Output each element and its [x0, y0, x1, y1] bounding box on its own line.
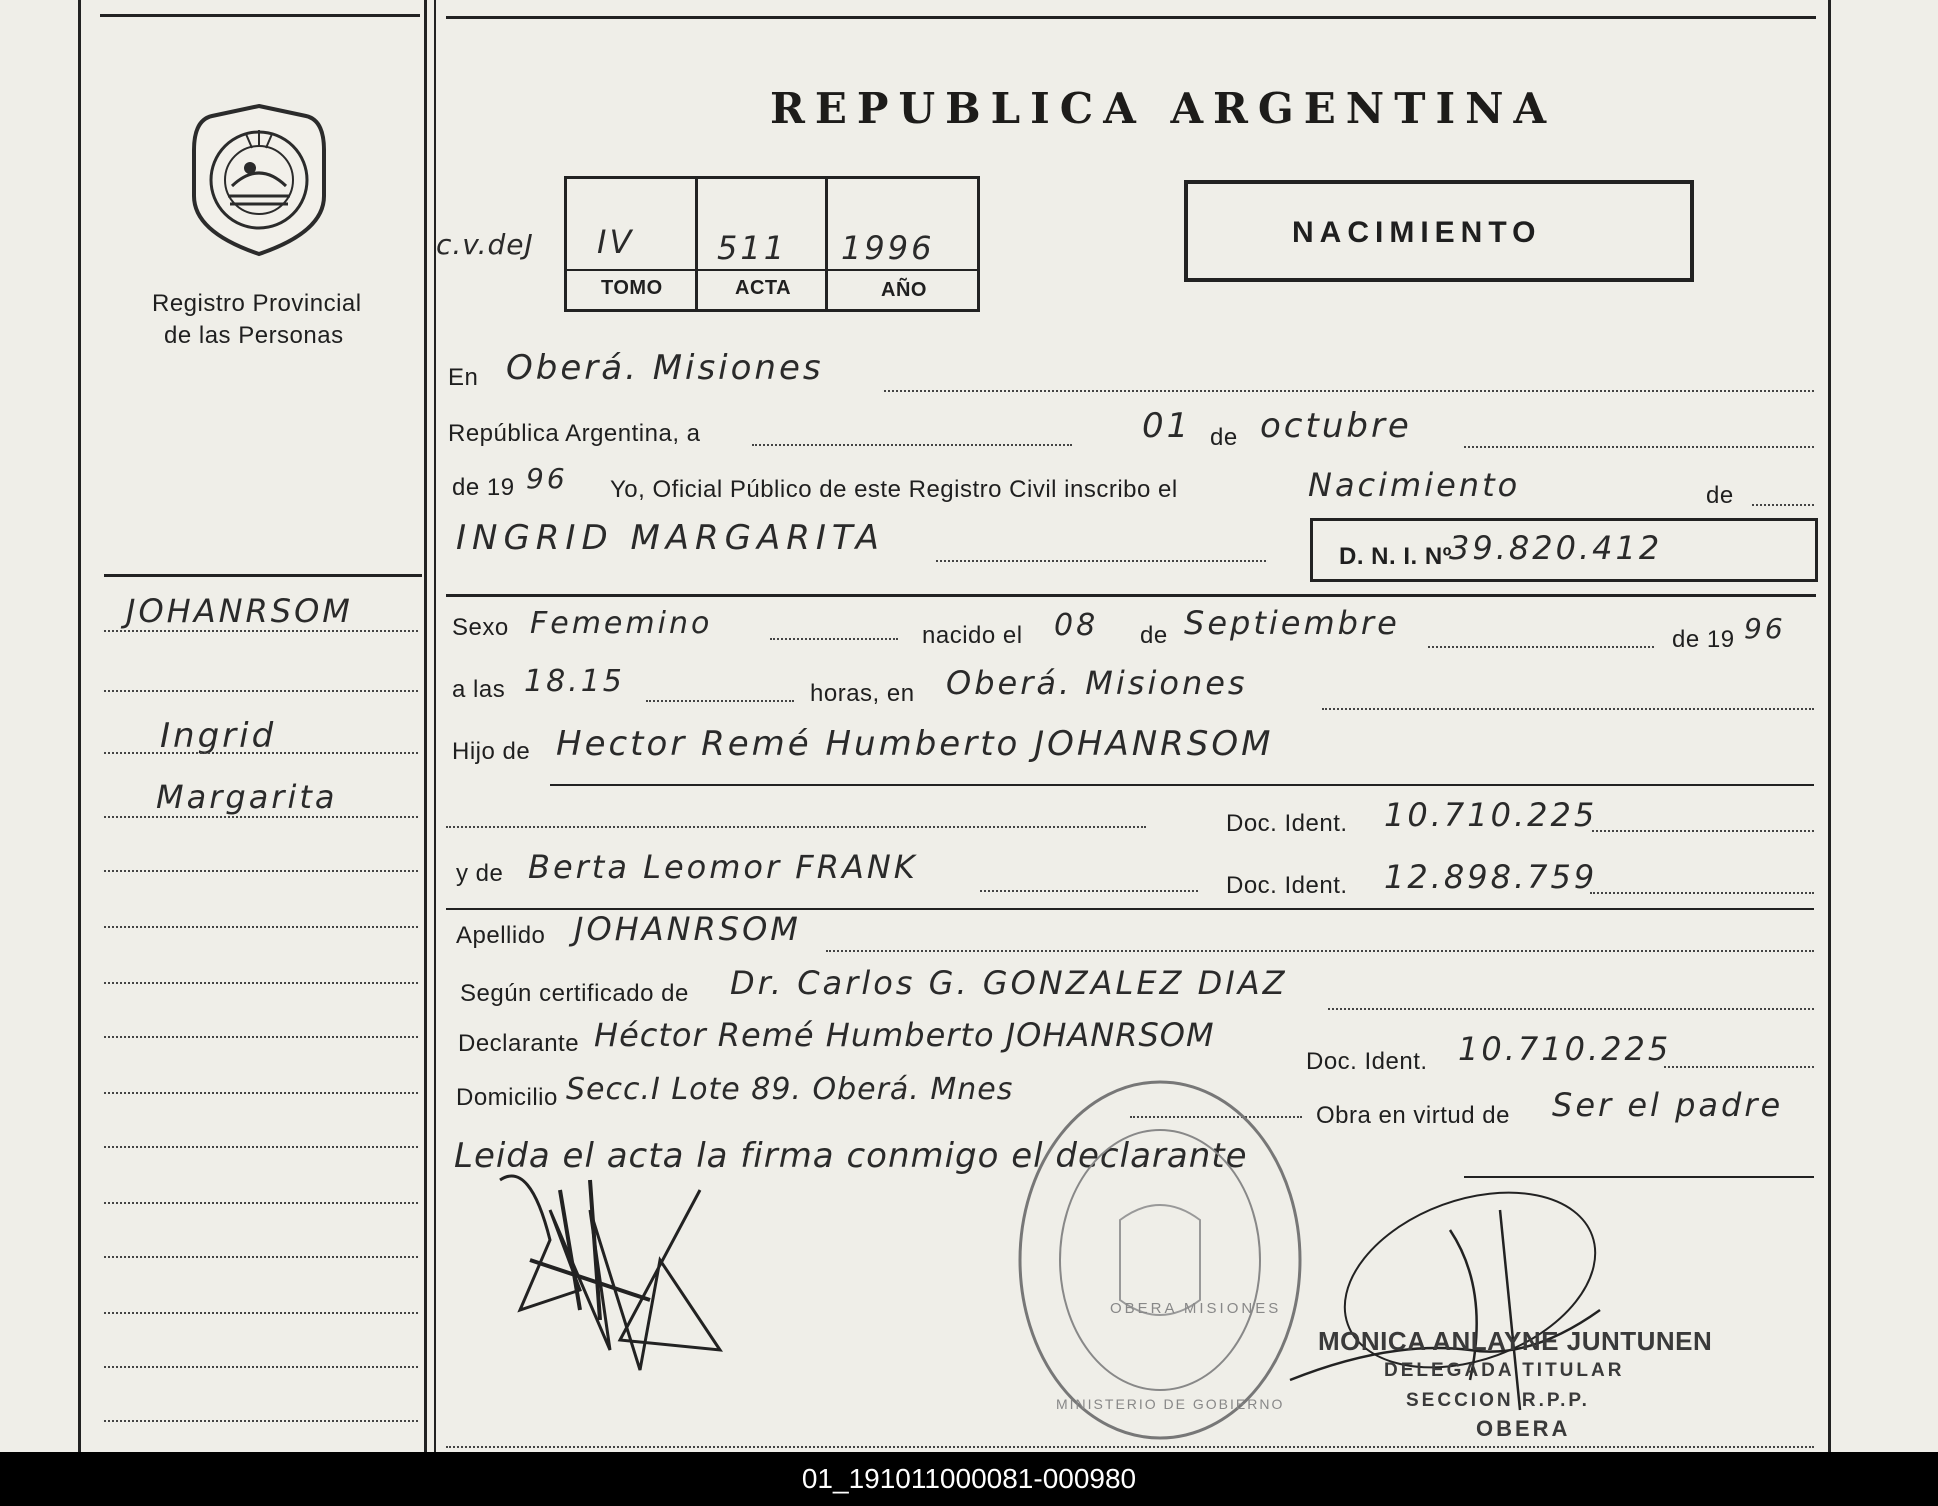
doctor-value: Dr. Carlos G. GONZALEZ DIAZ — [730, 964, 1288, 1002]
cv-note: c.v.deJ — [436, 228, 534, 261]
anio-value: 1996 — [841, 229, 935, 267]
stamp-bottom-text: MINISTERIO DE GOBIERNO — [1056, 1396, 1285, 1412]
place-value: Oberá. Misiones — [946, 664, 1248, 702]
declarant-signature-icon — [490, 1150, 750, 1410]
official-city: OBERA — [1476, 1416, 1571, 1441]
doc1-label: Doc. Ident. — [1226, 810, 1348, 837]
apellido-label: Apellido — [456, 922, 546, 949]
stamp-inner-text: OBERA MISIONES — [1110, 1300, 1282, 1317]
segun-label: Según certificado de — [460, 980, 689, 1007]
record-reference-box — [564, 176, 980, 312]
margin-divider-line — [424, 0, 427, 1452]
acta-label: ACTA — [735, 277, 792, 299]
birth-month: Septiembre — [1184, 604, 1400, 642]
month-value: octubre — [1260, 406, 1412, 446]
name-value: INGRID MARGARITA — [456, 518, 885, 558]
birth-day: 08 — [1054, 608, 1099, 643]
year-value: 96 — [526, 462, 568, 495]
tomo-value: IV — [597, 223, 635, 261]
official-name: MONICA ANLAYNE JUNTUNEN — [1318, 1326, 1713, 1356]
anio-label: AÑO — [881, 279, 927, 301]
top-main-rule — [446, 16, 1816, 19]
doc2-label: Doc. Ident. — [1226, 872, 1348, 899]
event-value: Nacimiento — [1308, 466, 1521, 504]
declarante-label: Declarante — [458, 1030, 580, 1057]
sexo-label: Sexo — [452, 614, 509, 641]
official-section: SECCION R.P.P. — [1406, 1390, 1590, 1411]
obra-value: Ser el padre — [1552, 1086, 1784, 1124]
en-label: En — [448, 364, 479, 391]
day-value: 01 — [1142, 406, 1192, 446]
margin-divider-line-2 — [434, 0, 436, 1452]
right-border-line — [1828, 0, 1831, 1452]
page-title: REPUBLICA ARGENTINA — [770, 84, 1557, 133]
left-border-line — [78, 0, 81, 1452]
margin-rule — [104, 574, 422, 577]
record-type: NACIMIENTO — [1292, 216, 1542, 249]
mother-value: Berta Leomor FRANK — [528, 848, 918, 886]
time-value: 18.15 — [524, 664, 625, 699]
official-title: DELEGADA TITULAR — [1384, 1360, 1625, 1381]
main-section-rule — [446, 594, 1816, 597]
top-left-rule — [100, 14, 420, 17]
acta-value: 511 — [717, 229, 788, 267]
father-doc: 10.710.225 — [1384, 796, 1598, 834]
hijo-label: Hijo de — [452, 738, 531, 765]
file-id-bar — [0, 1452, 1938, 1506]
yo-text: Yo, Oficial Público de este Registro Civil inscribo el — [610, 476, 1178, 503]
yde-label: y de — [456, 860, 504, 887]
misiones-province-emblem-icon — [188, 100, 330, 260]
apellido-value: JOHANRSOM — [574, 910, 801, 948]
margin-surname: JOHANRSOM — [126, 592, 353, 630]
en-value: Oberá. Misiones — [506, 348, 824, 388]
leida-value: Leida el acta la firma conmigo el declarante — [454, 1136, 1248, 1176]
file-id: 01_191011000081-000980 — [801, 1463, 1137, 1494]
registry-name-line1: Registro Provincial — [152, 290, 362, 317]
mother-doc: 12.898.759 — [1384, 858, 1598, 896]
domicilio-value: Secc.I Lote 89. Oberá. Mnes — [566, 1072, 1014, 1107]
de3-label: de — [1706, 482, 1734, 509]
domicilio-label: Domicilio — [456, 1084, 558, 1111]
declarante-value: Héctor Remé Humberto JOHANRSOM — [594, 1016, 1215, 1054]
dni-label: D. N. I. Nº — [1339, 543, 1452, 570]
alas-label: a las — [452, 676, 506, 703]
record-type-box — [1184, 180, 1694, 282]
de5-label: de 19 — [1672, 626, 1735, 653]
de2-label: de 19 — [452, 474, 515, 501]
registry-stamp-icon — [1010, 1070, 1310, 1450]
obra-label: Obra en virtud de — [1316, 1102, 1510, 1129]
sexo-value: Fememino — [530, 606, 713, 641]
birth-year: 96 — [1744, 612, 1786, 645]
doc3-label: Doc. Ident. — [1306, 1048, 1428, 1075]
tomo-label: TOMO — [601, 277, 663, 299]
dni-value: 39.820.412 — [1449, 529, 1663, 567]
nacido-label: nacido el — [922, 622, 1023, 649]
republica-label: República Argentina, a — [448, 420, 701, 447]
margin-given-name-2: Margarita — [156, 778, 338, 816]
father-value: Hector Remé Humberto JOHANRSOM — [556, 724, 1274, 764]
de4-label: de — [1140, 622, 1168, 649]
margin-given-name-1: Ingrid — [160, 716, 277, 756]
registry-name-line2: de las Personas — [164, 322, 344, 349]
horas-label: horas, en — [810, 680, 915, 707]
declarante-doc: 10.710.225 — [1458, 1030, 1672, 1068]
de1-label: de — [1210, 424, 1238, 451]
dni-box — [1310, 518, 1818, 582]
